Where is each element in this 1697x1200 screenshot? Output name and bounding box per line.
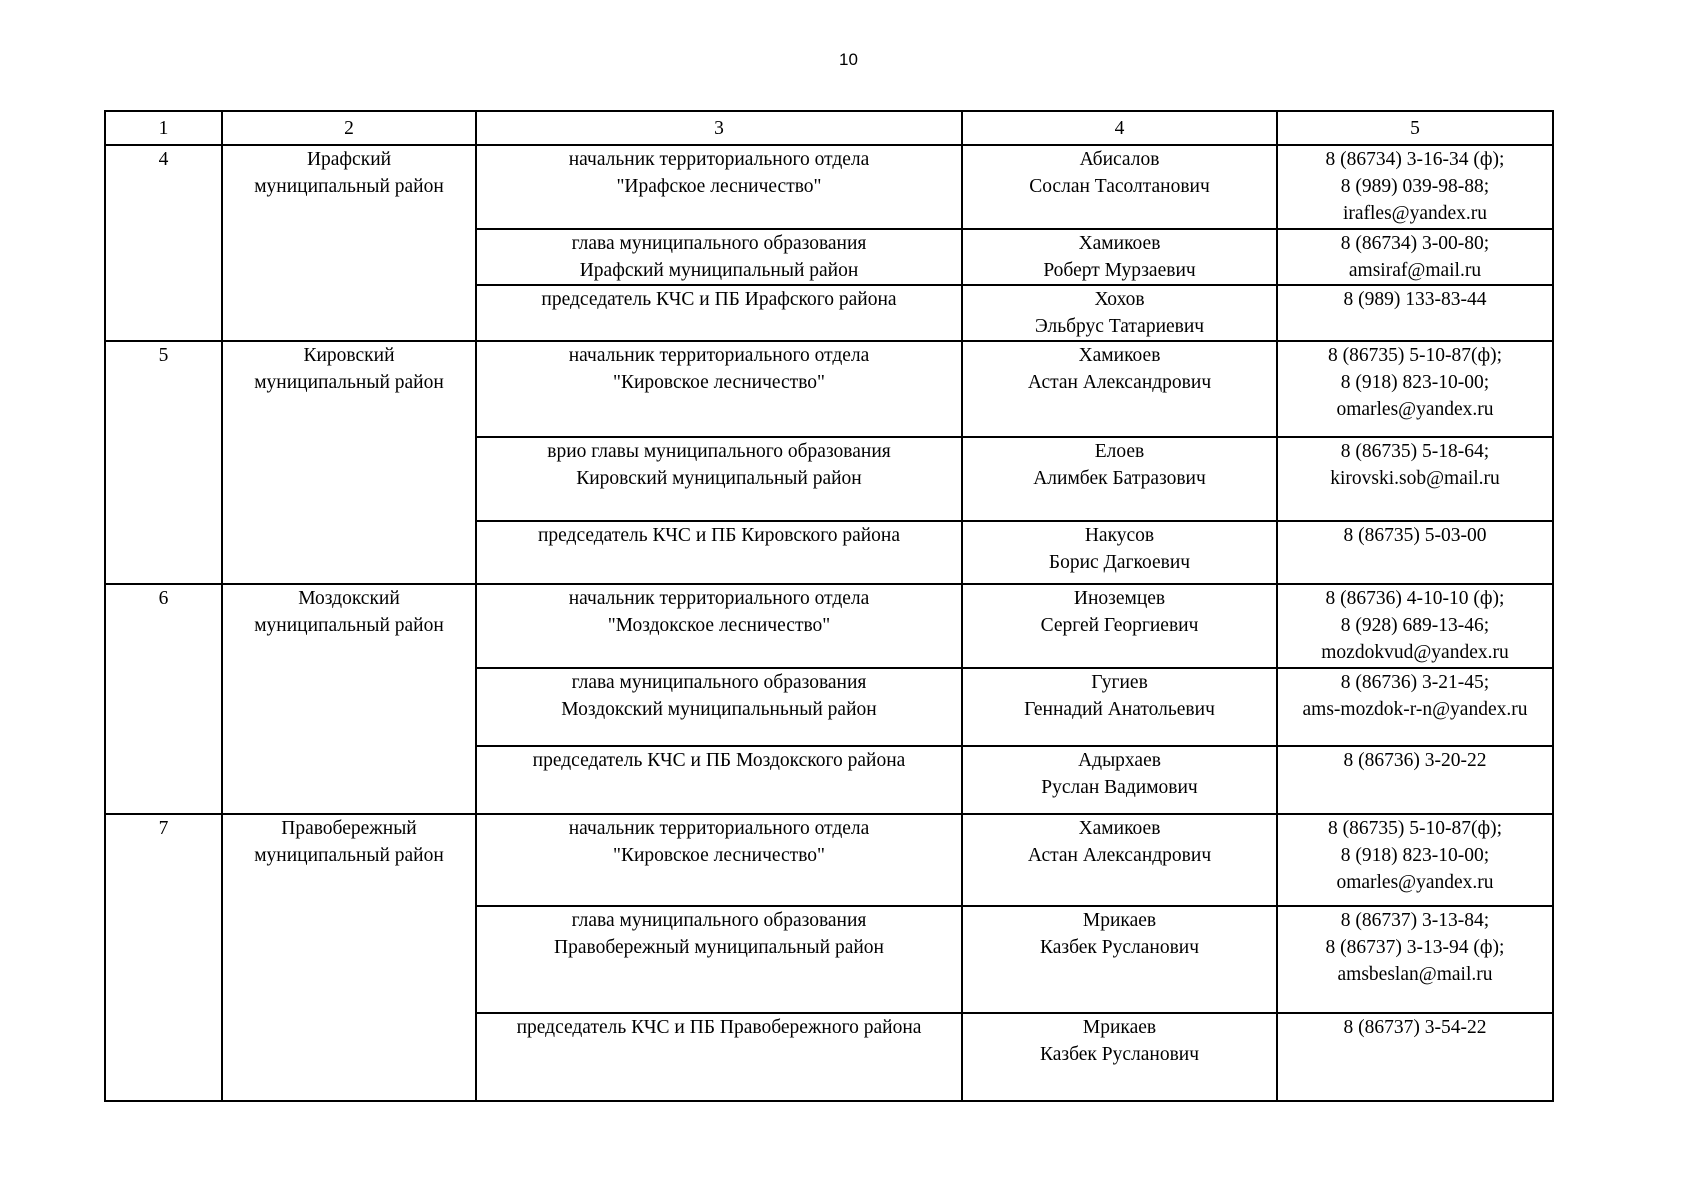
person-cell-line: Эльбрус Татариевич (1034, 316, 1205, 337)
row-number-cell: 4 (105, 145, 222, 341)
position-cell-line: Правобережный муниципальный район (554, 937, 884, 958)
contacts-cell (1277, 229, 1553, 285)
table-row (105, 145, 1553, 229)
person-cell (962, 584, 1277, 668)
row-number-cell: 7 (105, 814, 222, 1101)
contacts-cell (1277, 584, 1553, 668)
contacts-cell-line: 8 (86735) 5-18-64; (1340, 441, 1490, 462)
row-number-cell: 5 (105, 341, 222, 584)
position-cell-line: глава муниципального образования (571, 910, 867, 931)
contacts-cell-line: 8 (86736) 4-10-10 (ф); (1325, 588, 1505, 609)
person-cell-line: Мрикаев (1082, 910, 1157, 931)
person-cell-line: Мрикаев (1082, 1017, 1157, 1038)
contacts-cell-line: 8 (86736) 3-21-45; (1340, 672, 1490, 693)
position-cell-line: начальник территориального отдела (568, 345, 870, 366)
person-cell-line: Иноземцев (1073, 588, 1166, 609)
table-row (105, 584, 1553, 668)
person-cell (962, 1013, 1277, 1101)
contacts-cell-line: 8 (86734) 3-16-34 (ф); (1325, 149, 1505, 170)
person-cell-line: Абисалов (1079, 149, 1160, 170)
position-cell-line: "Кировское лесничество" (613, 372, 825, 393)
contacts-cell (1277, 1013, 1553, 1101)
contacts-cell-line: 8 (86735) 5-10-87(ф); (1327, 345, 1502, 366)
contacts-cell-line: omarles@yandex.ru (1336, 872, 1494, 893)
position-cell (476, 1013, 962, 1101)
district-cell-line: муниципальный район (254, 845, 444, 866)
person-cell-line: Адырхаев (1078, 750, 1161, 771)
person-cell-line: Руслан Вадимович (1041, 777, 1198, 798)
person-cell-line: Хохов (1094, 289, 1145, 310)
person-cell (962, 437, 1277, 521)
person-cell-line: Сослан Тасолтанович (1029, 176, 1210, 197)
district-cell-line: Правобережный (281, 818, 417, 839)
position-cell (476, 521, 962, 584)
person-cell-line: Казбек Русланович (1039, 937, 1200, 958)
contacts-cell-line: omarles@yandex.ru (1336, 399, 1494, 420)
person-cell (962, 668, 1277, 746)
position-cell-line: председатель КЧС и ПБ Правобережного района (516, 1017, 922, 1038)
contacts-cell (1277, 521, 1553, 584)
contacts-cell (1277, 285, 1553, 341)
position-cell-line: "Ирафское лесничество" (616, 176, 822, 197)
contacts-cell-line: 8 (86737) 3-54-22 (1343, 1017, 1487, 1038)
person-cell-line: Геннадий Анатольевич (1024, 699, 1215, 720)
contacts-cell-line: 8 (989) 039-98-88; (1340, 176, 1490, 197)
position-cell-line: начальник территориального отдела (568, 588, 870, 609)
position-cell (476, 285, 962, 341)
column-header: 4 (962, 111, 1277, 145)
contacts-cell-line: 8 (928) 689-13-46; (1340, 615, 1490, 636)
position-cell (476, 437, 962, 521)
person-cell (962, 746, 1277, 814)
district-cell-line: муниципальный район (254, 176, 444, 197)
position-cell-line: "Кировское лесничество" (613, 845, 825, 866)
position-cell (476, 584, 962, 668)
position-cell-line: начальник территориального отдела (568, 149, 870, 170)
person-cell (962, 285, 1277, 341)
contacts-cell (1277, 814, 1553, 906)
district-cell-line: Моздокский (298, 588, 400, 609)
contacts-cell-line: ams-mozdok-r-n@yandex.ru (1302, 699, 1528, 720)
person-cell-line: Елоев (1094, 441, 1145, 462)
person-cell-line: Борис Дагкоевич (1048, 552, 1191, 573)
table-body (105, 145, 1553, 1101)
contacts-cell-line: amsiraf@mail.ru (1348, 260, 1482, 281)
district-cell (222, 145, 476, 341)
person-cell (962, 341, 1277, 437)
person-cell (962, 145, 1277, 229)
person-cell-line: Алимбек Батразович (1033, 468, 1206, 489)
person-cell-line: Астан Александрович (1027, 372, 1212, 393)
contacts-cell-line: mozdokvud@yandex.ru (1321, 642, 1509, 663)
person-cell (962, 229, 1277, 285)
position-cell (476, 906, 962, 1013)
district-cell (222, 584, 476, 814)
contacts-cell (1277, 906, 1553, 1013)
person-cell (962, 521, 1277, 584)
district-cell-line: муниципальный район (254, 372, 444, 393)
contacts-cell-line: 8 (86737) 3-13-84; (1340, 910, 1490, 931)
position-cell-line: врио главы муниципального образования (547, 441, 891, 462)
table-row (105, 814, 1553, 906)
position-cell-line: председатель КЧС и ПБ Ирафского района (541, 289, 897, 310)
table-header-row (105, 111, 1553, 145)
column-header: 3 (476, 111, 962, 145)
position-cell-line: председатель КЧС и ПБ Кировского района (537, 525, 901, 546)
contacts-cell-line: irafles@yandex.ru (1342, 203, 1488, 224)
table-row (105, 341, 1553, 437)
contacts-cell-line: 8 (86736) 3-20-22 (1343, 750, 1487, 771)
contacts-cell (1277, 145, 1553, 229)
contacts-cell-line: 8 (86734) 3-00-80; (1340, 233, 1490, 254)
position-cell (476, 145, 962, 229)
contacts-cell-line: 8 (989) 133-83-44 (1343, 289, 1487, 310)
person-cell (962, 906, 1277, 1013)
position-cell (476, 746, 962, 814)
district-cell-line: Кировский (303, 345, 395, 366)
row-number-cell: 6 (105, 584, 222, 814)
contacts-cell (1277, 746, 1553, 814)
position-cell-line: "Моздокское лесничество" (607, 615, 831, 636)
contacts-cell-line: 8 (86735) 5-03-00 (1343, 525, 1487, 546)
person-cell-line: Хамикоев (1078, 345, 1161, 366)
person-cell-line: Хамикоев (1078, 233, 1161, 254)
contacts-cell-line: 8 (918) 823-10-00; (1340, 372, 1490, 393)
contacts-cell (1277, 341, 1553, 437)
position-cell (476, 668, 962, 746)
person-cell-line: Хамикоев (1078, 818, 1161, 839)
person-cell-line: Сергей Георгиевич (1040, 615, 1199, 636)
position-cell-line: глава муниципального образования (571, 233, 867, 254)
contacts-cell-line: 8 (86737) 3-13-94 (ф); (1325, 937, 1505, 958)
district-cell-line: Ирафский (306, 149, 392, 170)
position-cell-line: Ирафский муниципальный район (579, 260, 859, 281)
position-cell (476, 229, 962, 285)
position-cell (476, 341, 962, 437)
person-cell-line: Казбек Русланович (1039, 1044, 1200, 1065)
district-cell-line: муниципальный район (254, 615, 444, 636)
person-cell (962, 814, 1277, 906)
district-cell (222, 814, 476, 1101)
person-cell-line: Астан Александрович (1027, 845, 1212, 866)
position-cell-line: начальник территориального отдела (568, 818, 870, 839)
contacts-cell (1277, 437, 1553, 521)
person-cell-line: Роберт Мурзаевич (1043, 260, 1196, 281)
contacts-table (104, 110, 1554, 1102)
column-header: 2 (222, 111, 476, 145)
position-cell-line: глава муниципального образования (571, 672, 867, 693)
position-cell-line: Моздокский муниципальньный район (561, 699, 877, 720)
page-number: 10 (839, 50, 858, 69)
contacts-cell (1277, 668, 1553, 746)
contacts-cell-line: kirovski.sob@mail.ru (1330, 468, 1500, 489)
person-cell-line: Гугиев (1091, 672, 1148, 693)
position-cell-line: председатель КЧС и ПБ Моздокского района (532, 750, 906, 771)
person-cell-line: Накусов (1084, 525, 1155, 546)
contacts-cell-line: 8 (86735) 5-10-87(ф); (1327, 818, 1502, 839)
column-header: 5 (1277, 111, 1553, 145)
column-header: 1 (105, 111, 222, 145)
position-cell (476, 814, 962, 906)
position-cell-line: Кировский муниципальный район (576, 468, 862, 489)
contacts-cell-line: 8 (918) 823-10-00; (1340, 845, 1490, 866)
contacts-cell-line: amsbeslan@mail.ru (1337, 964, 1493, 985)
district-cell (222, 341, 476, 584)
